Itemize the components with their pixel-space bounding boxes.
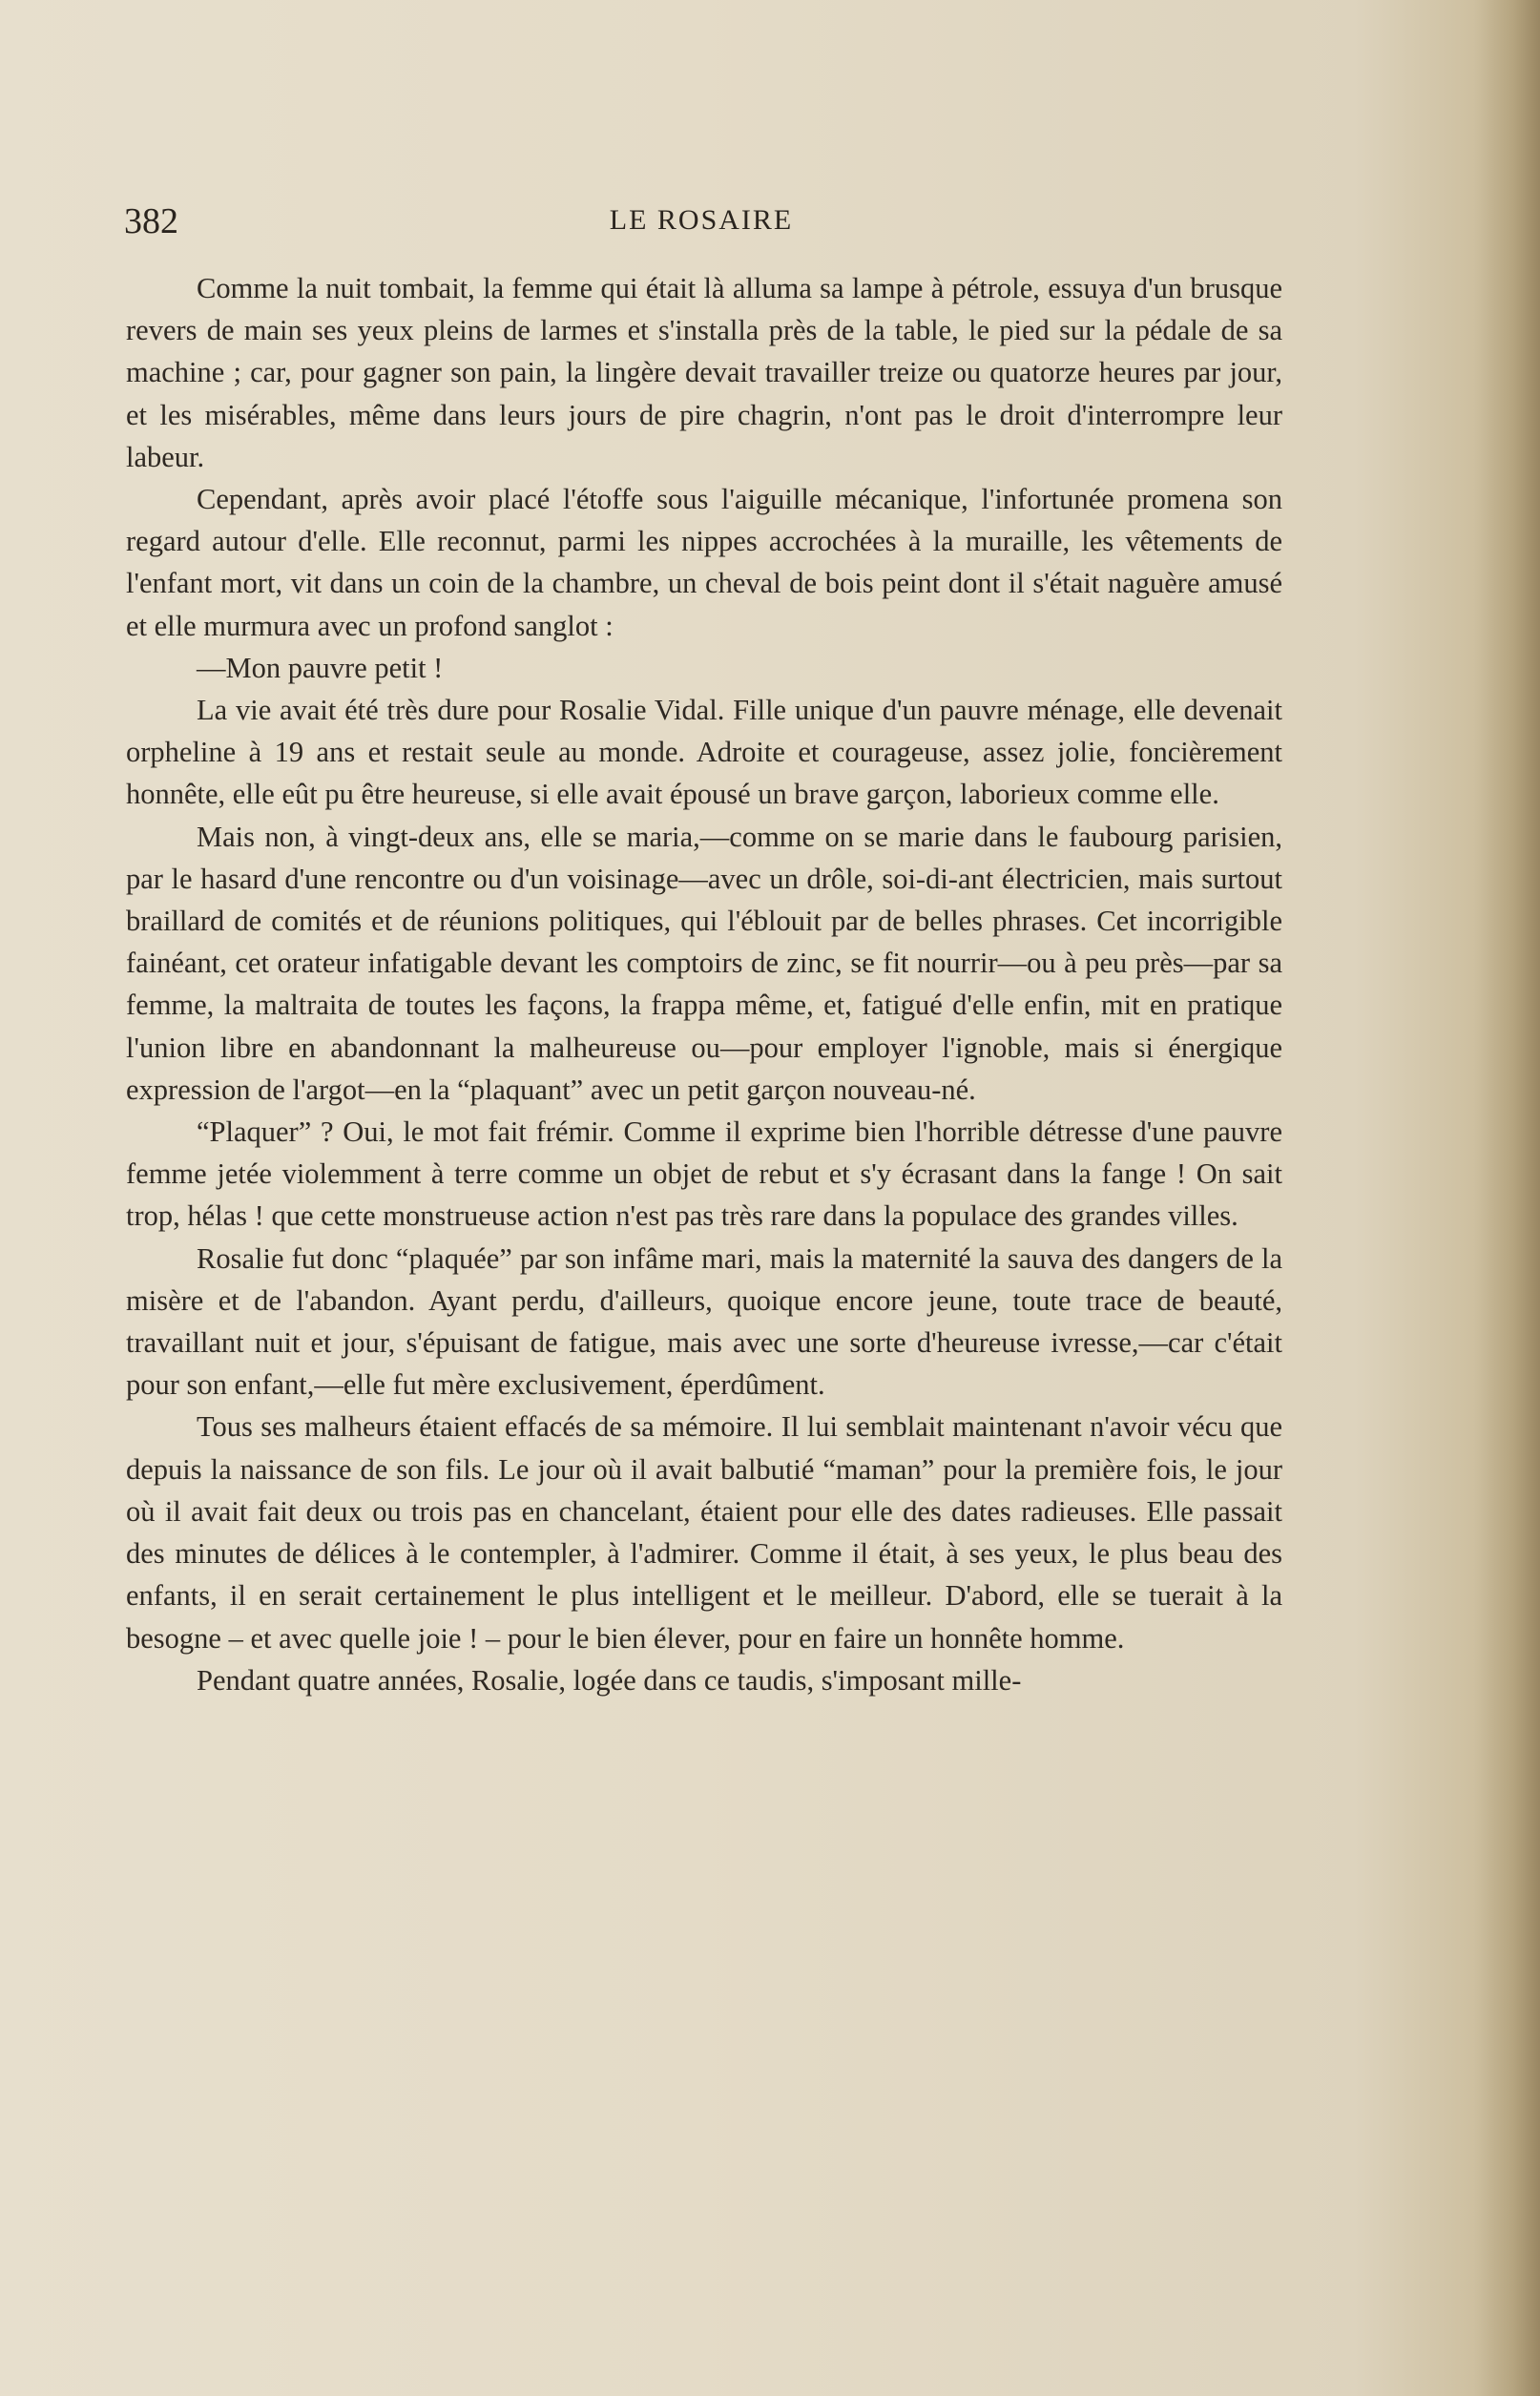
paragraph: “Plaquer” ? Oui, le mot fait frémir. Comme il exprime bien l'horrible détresse d'une pauvre femme jetée violemment à terre comme un objet de rebut et s'y écrasant dans la fange ! On sait trop, hélas ! que cette monstrueuse action n'est pas très rare dans la populace des grandes villes. xyxy=(126,1115,1282,1233)
paragraph: Comme la nuit tombait, la femme qui était là alluma sa lampe à pétrole, essuya d'un brusque revers de main ses yeux pleins de larmes et s'installa près de la table, le pied sur la pédale de sa machine ; car, pour gagner son pain, la lingère devait travailler treize ou quatorze heures par jour, et les misérables, même dans leurs jours de pire chagrin, n'ont pas le droit d'interrompre leur labeur. xyxy=(126,272,1282,473)
paragraph: La vie avait été très dure pour Rosalie Vidal. Fille unique d'un pauvre ménage, elle devenait orpheline à 19 ans et restait seule au monde. Adroite et courageuse, assez jolie, foncièrement honnête, elle eût pu être heureuse, si elle avait épousé un brave garçon, laborieux comme elle. xyxy=(126,694,1282,811)
page-edge-shadow xyxy=(1473,0,1540,2396)
body-text xyxy=(126,267,1282,1701)
paragraph: Mais non, à vingt-deux ans, elle se maria,—comme on se marie dans le faubourg parisien, par le hasard d'une rencontre ou d'un voisinage—avec un drôle, soi-di-ant électricien, mais surtout braillard de comités et de réunions politiques, qui l'éblouit par de belles phrases. Cet incorrigible fainéant, cet orateur infatigable devant les comptoirs de zinc, se fit nourrir—ou à peu près—par sa femme, la maltraita de toutes les façons, la frappa même, et, fatigué d'elle enfin, mit en pratique l'union libre en abandonnant la malheureuse ou—pour employer l'ignoble, mais si énergique expression de l'argot—en la “plaquant” avec un petit garçon nouveau-né. xyxy=(126,820,1282,1106)
page-header xyxy=(124,200,1279,258)
paragraph: Rosalie fut donc “plaquée” par son infâme mari, mais la maternité la sauva des dangers de la misère et de l'abandon. Ayant perdu, d'ailleurs, quoique encore jeune, toute trace de beauté, travaillant nuit et jour, s'épuisant de fatigue, mais avec une sorte d'heureuse ivresse,—car c'était pour son enfant,—elle fut mère exclusivement, éperdûment. xyxy=(126,1241,1282,1402)
paragraph: Cependant, après avoir placé l'étoffe sous l'aiguille mécanique, l'infortunée promena son regard autour d'elle. Elle reconnut, parmi les nippes accrochées à la muraille, les vêtements de l'enfant mort, vit dans un coin de la chambre, un cheval de bois peint dont il s'était naguère amusé et elle murmura avec un profond sanglot : xyxy=(126,483,1282,642)
paragraph: Tous ses malheurs étaient effacés de sa mémoire. Il lui semblait maintenant n'avoir vécu que depuis la naissance de son fils. Le jour où il avait balbutié “maman” pour la première fois, le jour où il avait fait deux ou trois pas en chancelant, étaient pour elle des dates radieuses. Elle passait des minutes de délices à le contempler, à l'admirer. Comme il était, à ses yeux, le plus beau des enfants, il en serait certainement le plus intelligent et le meilleur. D'abord, elle se tuerait à la besogne – et avec quelle joie ! – pour le bien élever, pour en faire un honnête homme. xyxy=(126,1410,1282,1655)
page-number: 382 xyxy=(124,201,178,241)
paragraph: Pendant quatre années, Rosalie, logée dans ce taudis, s'imposant mille- xyxy=(197,1663,1022,1697)
running-title: LE ROSAIRE xyxy=(609,204,794,236)
dialogue-line: —Mon pauvre petit ! xyxy=(197,651,444,684)
